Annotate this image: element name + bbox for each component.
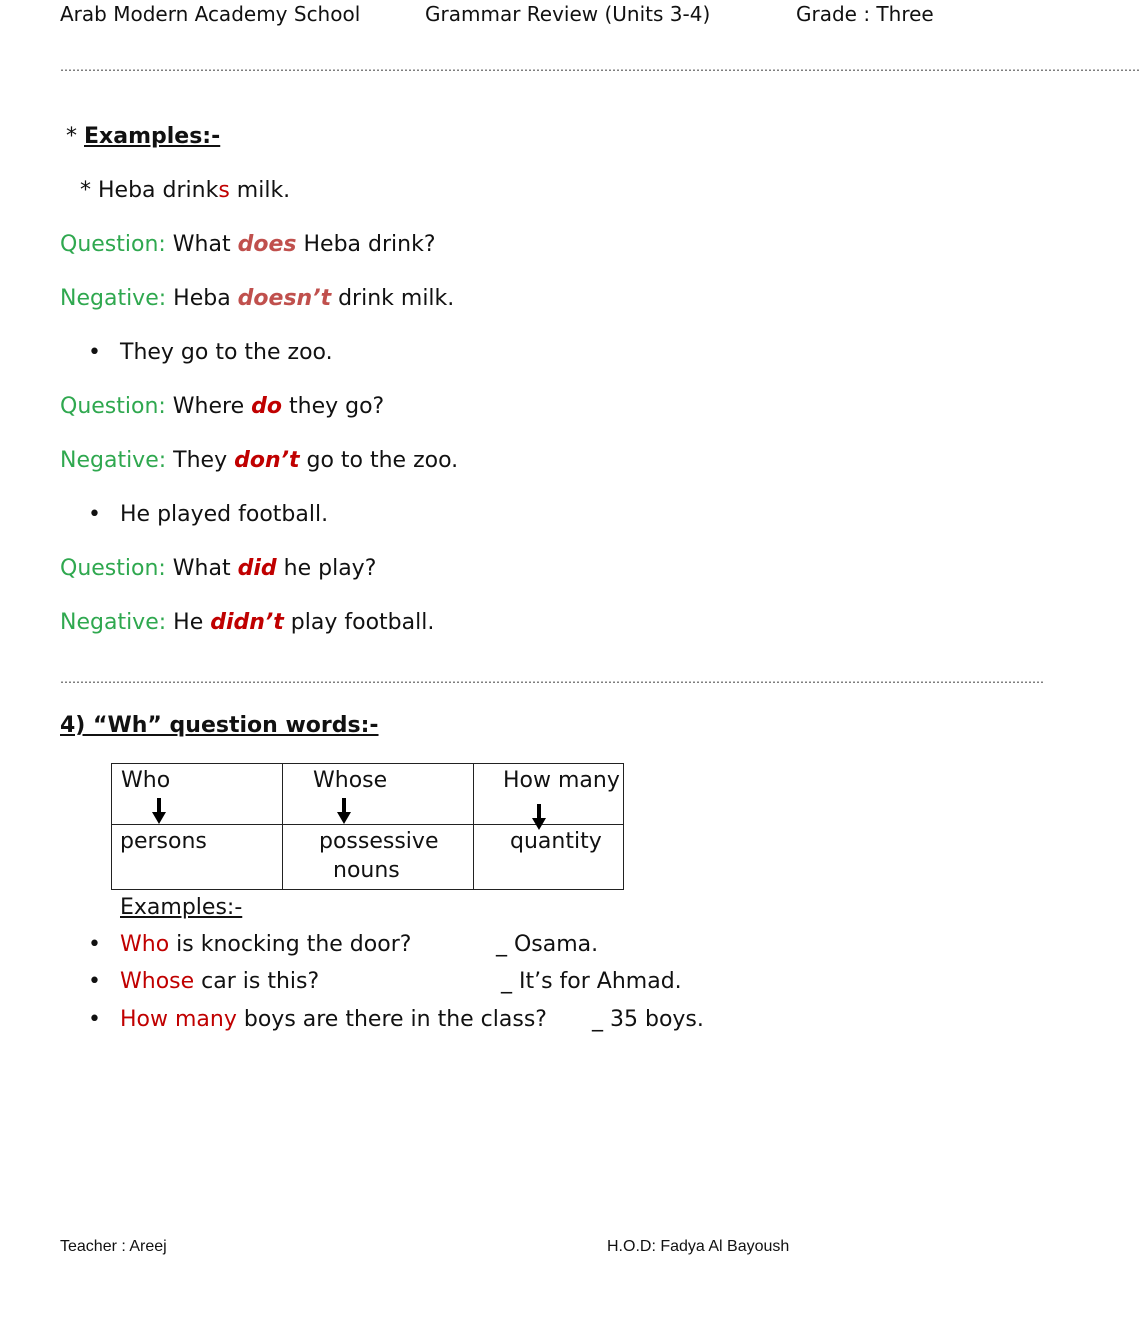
text: he play? [276, 556, 377, 581]
text: go to the zoo. [299, 448, 459, 473]
section4-heading: 4) “Wh” question words:- [60, 713, 379, 738]
text: drink milk. [331, 286, 455, 311]
table-cell [283, 825, 474, 890]
text: Where [165, 394, 252, 419]
wh-example-item [60, 1007, 547, 1032]
text: play football. [283, 610, 435, 635]
text: He [166, 610, 211, 635]
table-cell [474, 764, 624, 825]
bullet-icon: • [88, 969, 101, 994]
footer-teacher: Teacher : Areej [60, 1238, 167, 1255]
wh-answer: _ Osama. [496, 932, 599, 957]
wh-word: Who [120, 932, 170, 957]
wh-example-item [60, 969, 319, 994]
divider: ……………………………………………………………………………………………………………………………………………………………………………………………………………………………………………… [60, 60, 1140, 74]
meaning-possessive: possessive [319, 829, 439, 854]
auxiliary-verb: didn’t [210, 610, 284, 635]
text: He played football. [120, 502, 329, 527]
bullet-icon: • [88, 1007, 101, 1032]
heading-label: Examples:- [84, 124, 221, 149]
heading-star: * [66, 124, 84, 149]
school-name: Arab Modern Academy School [60, 2, 361, 26]
example3-question [60, 556, 376, 581]
text: car is this? [194, 969, 320, 994]
meaning-nouns: nouns [333, 858, 400, 883]
s-ending: s [218, 178, 230, 203]
wh-answer: _ It’s for Ahmad. [501, 969, 682, 994]
header-who: Who [121, 768, 171, 793]
bullet-icon: • [88, 932, 101, 957]
text: What [165, 556, 238, 581]
negative-label: Negative: [60, 610, 167, 635]
wh-word: Whose [120, 969, 195, 994]
text: Heba [166, 286, 238, 311]
bullet-icon: • [88, 340, 101, 365]
meaning-quantity: quantity [510, 829, 602, 854]
example1-negative [60, 286, 454, 311]
auxiliary-verb: do [251, 394, 283, 419]
text: milk. [229, 178, 291, 203]
example1-sentence [80, 178, 290, 203]
auxiliary-verb: did [237, 556, 277, 581]
document-title: Grammar Review (Units 3-4) [425, 2, 711, 26]
wh-words-table [111, 763, 624, 890]
table-cell [112, 764, 283, 825]
question-label: Question: [60, 394, 166, 419]
wh-example-item [60, 932, 411, 957]
text: What [165, 232, 238, 257]
example1-question [60, 232, 436, 257]
example3-negative [60, 610, 434, 635]
text: * Heba drink [80, 178, 219, 203]
table-cell [112, 825, 283, 890]
example2-question [60, 394, 384, 419]
examples-label: Examples:- [120, 895, 243, 920]
bullet-icon: • [88, 502, 101, 527]
text: They go to the zoo. [120, 340, 333, 365]
wh-answer: _ 35 boys. [592, 1007, 704, 1032]
question-label: Question: [60, 232, 166, 257]
header-whose: Whose [313, 768, 388, 793]
arrow-down-icon [337, 798, 351, 824]
text: boys are there in the class? [236, 1007, 547, 1032]
meaning-persons: persons [120, 829, 207, 854]
wh-word: How many [120, 1007, 237, 1032]
table-cell [474, 825, 624, 890]
example3-sentence [60, 502, 328, 527]
example2-sentence [60, 340, 333, 365]
arrow-down-icon [152, 798, 166, 824]
text: Heba drink? [296, 232, 436, 257]
grade-label: Grade : Three [796, 2, 934, 26]
header-how-many: How many [503, 768, 620, 793]
text: They [166, 448, 235, 473]
examples-heading [66, 124, 220, 149]
divider: ………………………………………………………………………………………………………………………………………………………………………………………………………………………… [60, 672, 1044, 686]
text: they go? [282, 394, 385, 419]
footer-hod: H.O.D: Fadya Al Bayoush [607, 1238, 790, 1255]
auxiliary-verb: does [237, 232, 297, 257]
negative-label: Negative: [60, 448, 167, 473]
table-cell [283, 764, 474, 825]
example2-negative [60, 448, 458, 473]
negative-label: Negative: [60, 286, 167, 311]
text: is knocking the door? [169, 932, 412, 957]
auxiliary-verb: doesn’t [237, 286, 332, 311]
auxiliary-verb: don’t [234, 448, 300, 473]
question-label: Question: [60, 556, 166, 581]
